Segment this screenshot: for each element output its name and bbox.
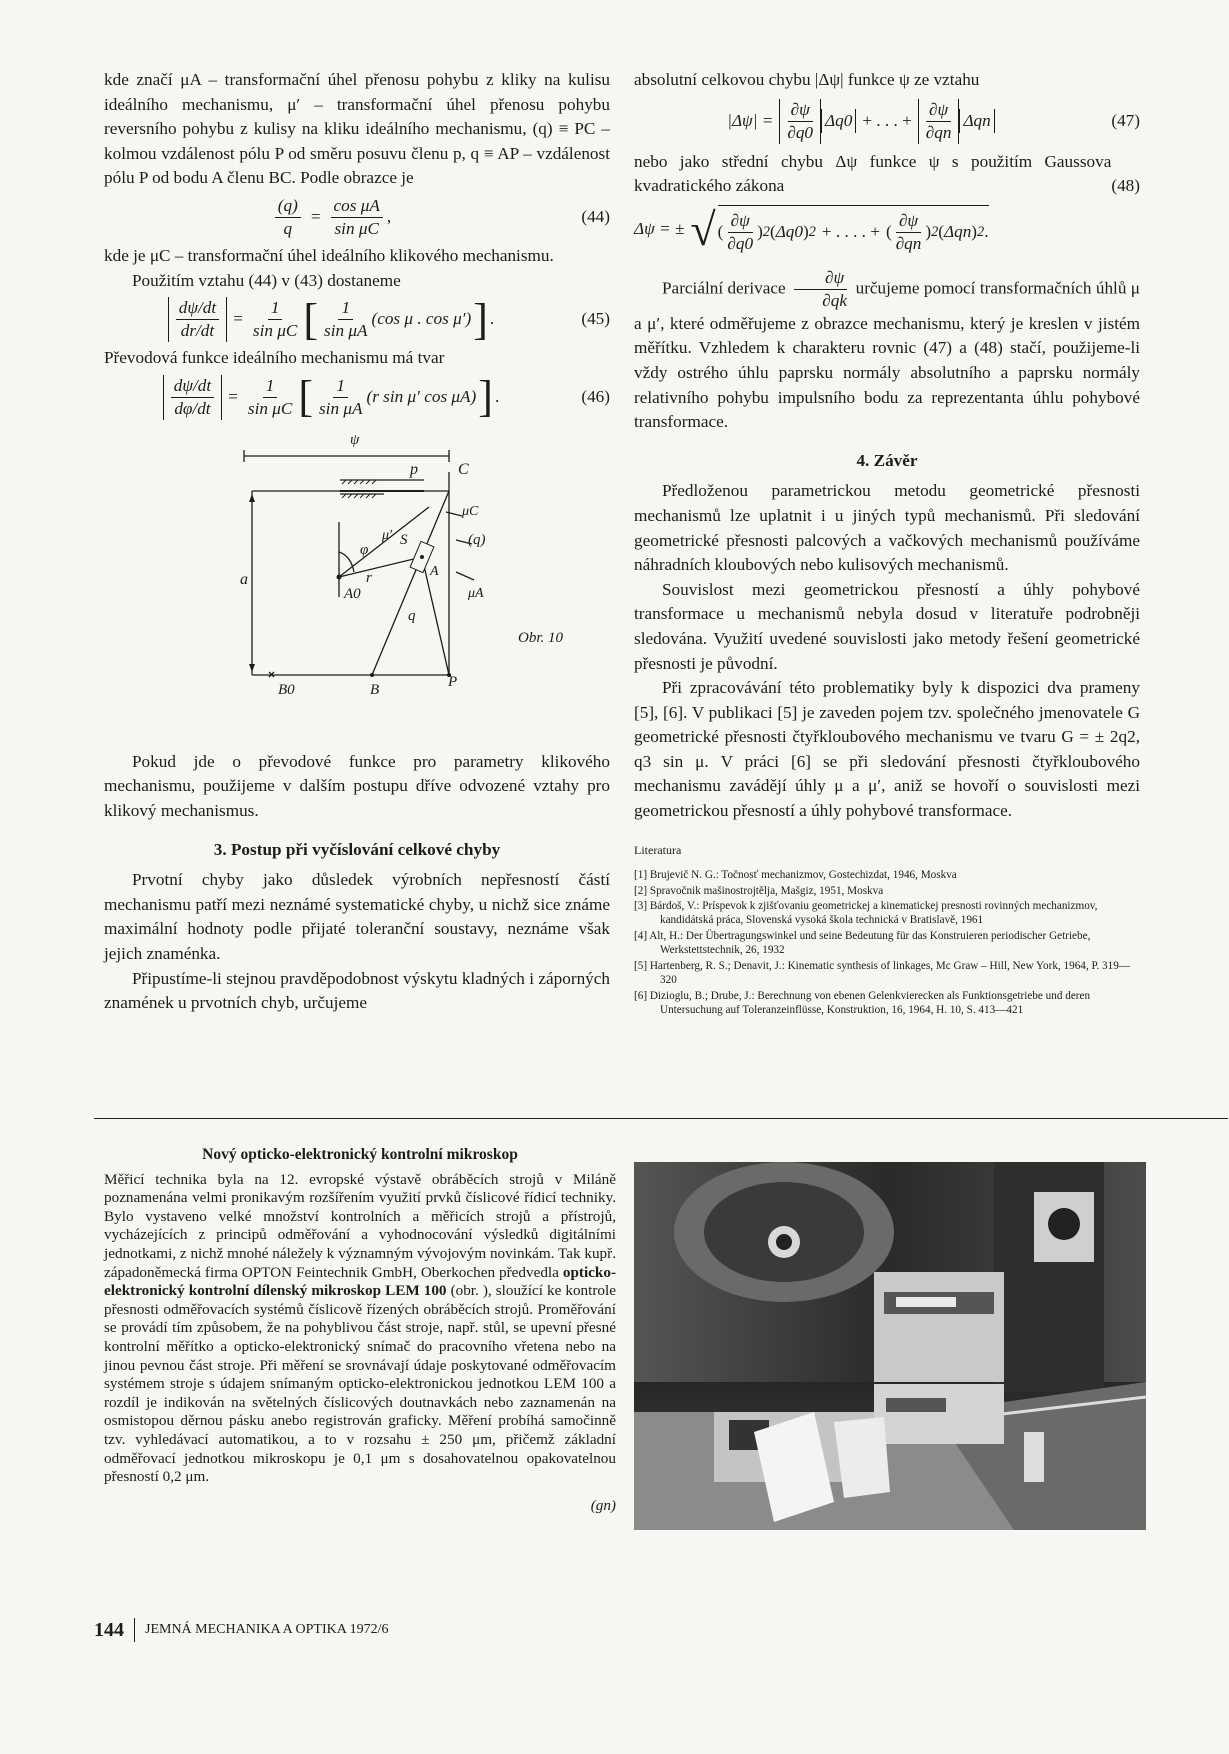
label-A0: A0 [344, 585, 361, 602]
page-number: 144 [94, 1618, 124, 1641]
author-sign: (gn) [590, 1496, 616, 1514]
label-C: C [458, 460, 469, 478]
mechanism-diagram [104, 432, 610, 724]
after-eq44-text: kde je μC – transformační úhel ideálního klikového mechanismu. [104, 245, 554, 265]
label-S: S [400, 531, 408, 548]
reference-list [634, 868, 1140, 1017]
label-muC: μC [462, 503, 479, 519]
literature-heading: Literatura [634, 842, 682, 857]
equation-number-46: (46) [581, 386, 610, 406]
right-column [634, 68, 1140, 1018]
reference-item: [2] Spravočnik mašinostrojtělja, Mašgiz, 1951, Moskva [634, 884, 884, 897]
label-P: P [448, 673, 458, 690]
page-footer [94, 1618, 388, 1642]
label-psi: ψ [350, 431, 360, 448]
equation-number-45: (45) [581, 309, 610, 329]
footer-separator [134, 1618, 135, 1642]
equation-number-47: (47) [1111, 110, 1140, 130]
transfer-function-text: Převodová funkce ideálního mechanismu má tvar [104, 348, 445, 368]
mechanism-figure [104, 432, 610, 724]
section-3-heading: 3. Postup při vyčíslování celkové chyby [213, 839, 501, 859]
photo-illustration [634, 1162, 1146, 1530]
conclusion-paragraph-1: Předloženou parametrickou metodu geometrické přesnosti mechanismů lze uplatnit i u jiných typů mechanismů. Při sledování geometrické přesnosti palcových a vačkových mechanismů používáme náhradních kloubových nebo kulisových mechanismů. [634, 481, 1140, 575]
label-p: p [410, 460, 418, 478]
left-intro-paragraph: kde značí μA – transformační úhel přenosu pohybu z kliky na kulisu ideálního mechanismu, μ′ – transformační úhel přenosu pohybu reversního pohybu z kulisy na kliku ideálního mechanismu, (q) ≡ PC – kolmou vzdálenost pólu P od směru posuvu členu p, q ≡ AP – vzdálenost pólu P od bodu A členu BC. Podle obrazce je [104, 70, 610, 188]
section-3-paragraph-2: Připustíme-li stejnou pravděpodobnost výskytu kladných i záporných znamének u prvotních chyb, určujeme [104, 968, 610, 1013]
partial-derivative-paragraph: Parciální derivace $\frac{\partial\psi}{\partial qk}$ určujeme pomocí transformačních úhlů μ a μ′, které odměřujeme z obrazce mechanismu, který je kreslen v jistém měřítku. Vzhledem k charakteru rovnic (47) a (48) stačí, použijeme-li vždy ostrého úhlu paprsku normály absolutního a paprsku normály relativního pohybu impulsního bodu za reprezentanta úhlu pohybové transformace. [634, 267, 1141, 432]
figure-caption: Obr. 10 [518, 629, 564, 646]
label-r: r [366, 569, 372, 586]
journal-name: JEMNÁ MECHANIKA A OPTIKA 1972/6 [145, 1622, 389, 1637]
conclusion-paragraph-3: Při zpracovávání této problematiky byly k dispozici dva prameny [5], [6]. V publikaci [5] je zaveden pojem tzv. společného jmenovatele G geometrické přesnosti čtyřkloubového mechanismu ve tvaru G = ± 2q2, q3 sin μ. V práci [6] se při sledování přesnosti čtyřkloubového mechanismu zavádějí úhly μ a μ′, aniž se hovoří o souvislosti mezi geometrickou přesností a úhly pohybové transformace. [634, 678, 1140, 821]
reference-item: [4] Alt, H.: Der Übertragungswinkel und seine Bedeutung für das Konstruieren periodischer Getriebe, Werkstettstechnik, 26, 1932 [634, 929, 1091, 957]
label-phi: φ [360, 541, 369, 558]
section-3-paragraph-1: Prvotní chyby jako důsledek výrobních nepřesností částí mechanismu patří mezi neznámé systematické chyby, u nichž sice známe maximální hodnoty podle přijaté toleranční soustavy, neznáme však jejich znaménka. [104, 870, 610, 963]
label-paren-q: (q) [468, 531, 486, 548]
label-muA: μA [468, 585, 484, 601]
equation-44: $\frac{(q)}{q}$ = $\frac{\text{cos μA}}{\text{sin μC}}$ , (44) [104, 195, 610, 240]
reference-item: [6] Dizioglu, B.; Drube, J.: Berechnung von ebenen Gelenkvierecken als Funktionsgetriebe und deren Untersuchung auf Toleranzeinflüsse, Konstruktion, 16, 1964, H. 10, S. 413—421 [634, 989, 1091, 1016]
conclusion-paragraph-2: Souvislost mezi geometrickou přesností a úhly pohybové transformace u mechanismů nebyla dosud v literatuře podrobněji sledována. Využití uvedené souvislosti jako metody řešení geometrické přesnosti je původní. [634, 579, 1140, 673]
after-figure-paragraph: Pokud jde o převodové funkce pro parametry klikového mechanismu, použijeme v dalším postupu dříve odvozené vztahy pro klikový mechanismus. [104, 751, 610, 820]
label-mu-prime: μ′ [382, 527, 393, 543]
gauss-text: nebo jako střední chybu Δψ funkce ψ s použitím Gaussova kvadratického zákona (48) [634, 150, 1140, 199]
label-B0: B0 [278, 681, 295, 698]
label-B: B [370, 681, 380, 698]
using-text: Použitím vztahu (44) v (43) dostaneme [132, 270, 401, 290]
bottom-article-body: Měřicí technika byla na 12. evropské výstavě obráběcích strojů v Miláně poznamenána velmi pronikavým rozšířením využití prvků číslicové řídicí techniky. Bylo vystaveno velké množství kontrolních a měřicích strojů a přístrojů, vycházejících z principů odměřování a vyhodnocování výsledků digitálními jednotkami, z nichž mnohé náležely k významným vývojovým novinkám. Tak kupř. západoněmecká firma OPTON Feintechnik GmbH, Oberkochen předvedla opticko-elektronický kontrolní dílenský mikroskop LEM 100 (obr. ), sloužící ke kontrole přesnosti odměřovacích systémů číslicově řízených obráběcích strojů. Proměřování se provádí tím způsobem, že na pohyblivou část stroje, např. stůl, se upevní přesné kontrolní měřítko a opticko-elektronický snímač do pracovního vřetena nebo na jinou pevnou část stroje. Při měření se srovnávají údaje poskytované odměřovacím systémem stroje s údajem snímaným opticko-elektronickou jednotkou LEM 100 a rozdíl je indikován na světelných číslicových doutnavkách nebo zaznamenán na osmistopou děrnou pásku anebo registrován graficky. Měření probíhá samočinně tzv. vyhledávací automatikou, a to v rozsahu ± 250 μm, přičemž základní odměřovací jednotkou mikroskopu je 0,1 μm s dosahovatelnou opakovatelnou přesností 0,2 μm. [104, 1170, 617, 1486]
section-4-heading: 4. Závěr [856, 450, 918, 470]
equation-48: Δψ = ± √ ( $\frac{\partial\psi}{\partial q0}$ ) 2 ( Δq0 ) 2 + . . . . + ( $\frac{\partial\psi}{\partial qn}$ ) 2 ( Δqn ) 2 . [634, 203, 989, 255]
equation-46: $\frac{d\psi/dt}{d\varphi/dt}$ = $\frac{1}{\text{sin μC}}$ [ $\frac{1}{\text{sin μA}}$ (r sin μ′ cos μA) ] . (46) [104, 375, 610, 420]
reference-item: [5] Hartenberg, R. S.; Denavit, J.: Kinematic synthesis of linkages, Mc Graw – Hill, New York, 1964, P. 319—320 [634, 959, 1131, 987]
label-a: a [240, 570, 248, 588]
left-column [104, 68, 610, 1016]
label-A: A [430, 563, 439, 579]
right-intro-text: absolutní celkovou chybu |Δψ| funkce ψ ze vztahu [634, 70, 980, 89]
product-name: opticko-elektronický kontrolní dílenský mikroskop LEM 100 [104, 1263, 617, 1300]
equation-number-44: (44) [581, 207, 610, 227]
label-q: q [408, 607, 416, 624]
article-divider [94, 1118, 1228, 1119]
reference-item: [1] Brujevič N. G.: Točnosť mechanizmov, Gostechizdat, 1946, Moskva [634, 869, 957, 882]
equation-45: $\frac{d\psi/dt}{dr/dt}$ = $\frac{1}{\text{sin μC}}$ [ $\frac{1}{\text{sin μA}}$ (cos μ . cos μ′) ] . (45) [104, 297, 610, 342]
reference-item: [3] Bárdoš, V.: Príspevok k zjišťovaniu geometrickej a kinematickej presnosti rovinných mechanizmov, kandidátská práca, Slovenská vysoká škola technická v Bratislavě, 1961 [634, 900, 1098, 927]
equation-47: |Δψ| = $\frac{\partial\psi}{\partial q0}$ Δq0 + . . . + $\frac{\partial\psi}{\partial qn}$ Δqn (47) [727, 99, 1140, 142]
microscope-photo [634, 1162, 1146, 1530]
equation-number-48: (48) [1111, 176, 1140, 196]
bottom-article-title: Nový opticko-elektronický kontrolní mikroskop [202, 1146, 518, 1163]
bottom-article [104, 1146, 616, 1515]
